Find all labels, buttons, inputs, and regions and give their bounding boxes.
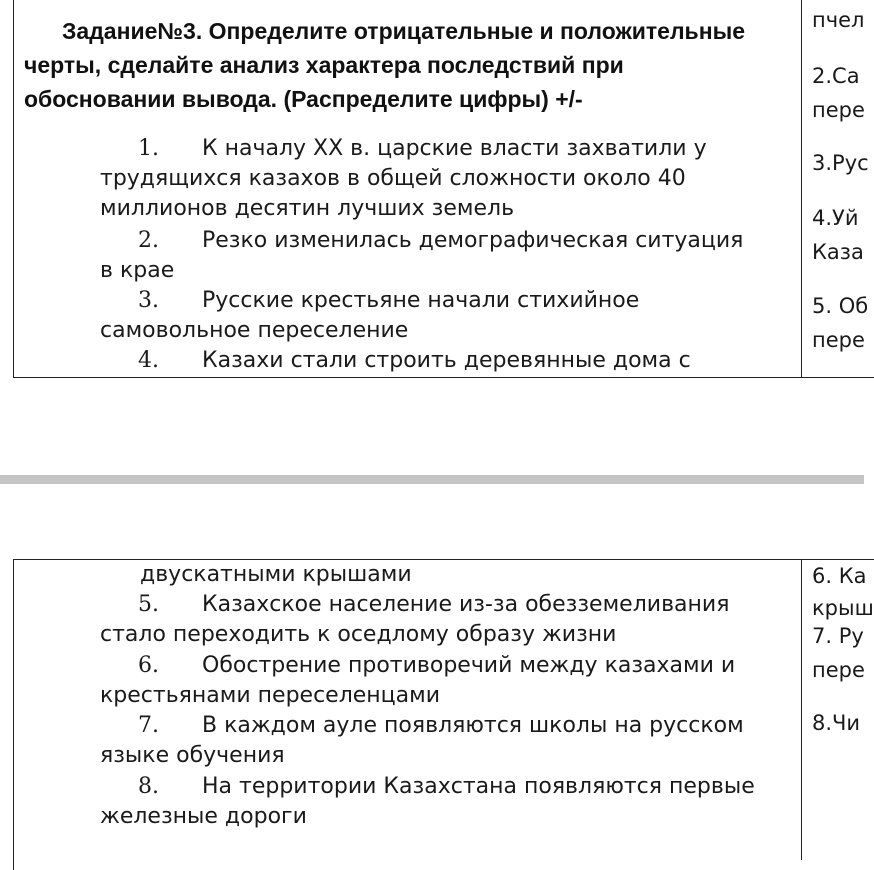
list-item-6 (100, 651, 790, 711)
item-text: На территории Казахстана появляются первые (202, 774, 755, 799)
right-column-text: 5. Об (812, 294, 869, 318)
item-number: 3. (138, 288, 159, 313)
item-text: Казахи стали строить деревянные дома с (202, 348, 691, 373)
right-column-text: крыш (812, 596, 874, 620)
item-text: крестьянами переселенцами (100, 683, 441, 708)
task-title-line: черты, сделайте анализ характера последствий при (24, 52, 624, 78)
item-text: миллионов десятин лучших земель (100, 196, 515, 221)
right-column-text: пчел (812, 8, 865, 32)
item-number: 1. (138, 136, 159, 161)
item-text: Обострение противоречий между казахами и (202, 653, 736, 678)
right-column-text: 6. Ка (812, 564, 867, 588)
item-text: самовольное переселение (100, 318, 409, 343)
right-column-text: 7. Ру (812, 624, 864, 648)
right-column-text: 2.Са (812, 64, 860, 88)
right-column-text: пере (812, 328, 865, 352)
right-column-text: 4.Уй (812, 206, 859, 230)
item-text: в крае (100, 258, 175, 283)
task-title-line: Задание№3. Определите отрицательные и положительные (62, 18, 746, 44)
item-text: железные дороги (100, 804, 307, 829)
item-number: 4. (138, 348, 159, 373)
image-separator (0, 475, 864, 484)
item-text: Казахское население из-за обезземеливания (202, 592, 730, 617)
list-item-5 (100, 590, 790, 650)
task-title-line: обосновании вывода. (Распределите цифры) +/- (24, 86, 583, 112)
item-text: трудящихся казахов в общей сложности около 40 (100, 166, 686, 191)
right-column-text: пере (812, 98, 865, 122)
item-number: 7. (138, 713, 159, 738)
list-item-2 (100, 226, 790, 286)
list-item-7 (100, 711, 790, 771)
right-column-text: пере (812, 658, 865, 682)
list-item-8 (100, 772, 790, 832)
list-item-1 (100, 134, 790, 224)
item-number: 6. (138, 653, 159, 678)
right-column-text: 3.Рус (812, 151, 869, 175)
column-divider-top (801, 0, 802, 378)
list-item-4-continuation: двускатными крышами (140, 562, 412, 587)
right-column-text: 8.Чи (812, 711, 861, 735)
item-number: 5. (138, 592, 159, 617)
right-column-text: Каза (812, 240, 864, 264)
list-item-3 (100, 286, 790, 346)
item-text: К началу XX в. царские власти захватили у (202, 136, 707, 161)
item-text: стало переходить к оседлому образу жизни (100, 622, 617, 647)
item-text: В каждом ауле появляются школы на русском (202, 713, 744, 738)
item-text: языке обучения (100, 743, 285, 768)
column-divider-bottom (801, 559, 802, 860)
list-item-4 (100, 346, 790, 376)
task-title (24, 14, 794, 116)
item-number: 2. (138, 228, 159, 253)
item-text: Резко изменилась демографическая ситуация (202, 228, 744, 253)
item-text: Русские крестьяне начали стихийное (202, 288, 640, 313)
item-number: 8. (138, 774, 159, 799)
